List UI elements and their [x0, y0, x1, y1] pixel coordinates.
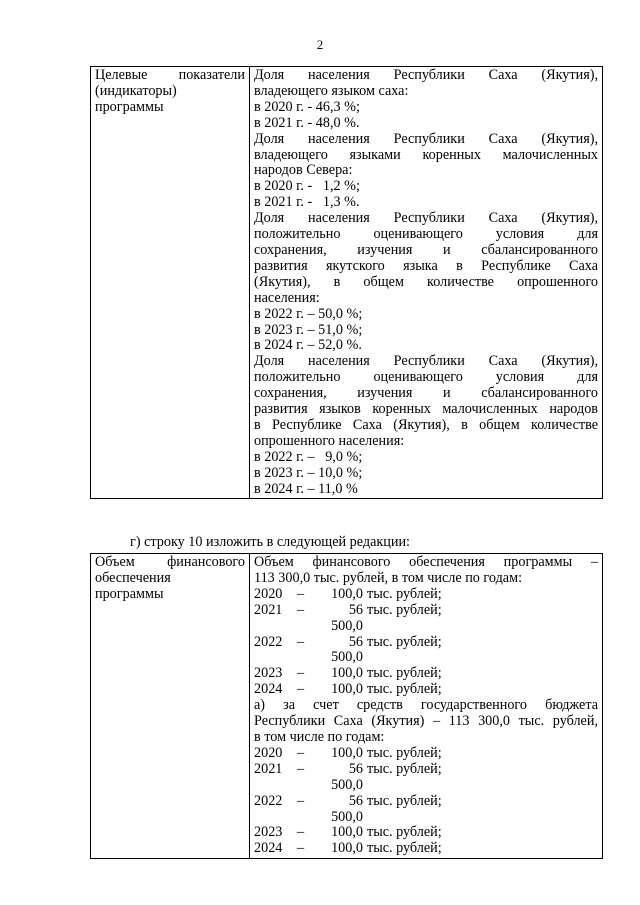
indicators-label-cell	[91, 67, 250, 499]
indicator-text-line: в 2022 г. – 50,0 %;	[254, 305, 363, 322]
financing-table	[90, 553, 603, 859]
funding-unit: тыс. рублей;	[367, 840, 442, 857]
funding-dash: –	[297, 760, 305, 777]
indicator-text-line: владеющего языками коренных малочисленных	[254, 146, 598, 163]
indicators-label-line: Целевые показатели	[95, 67, 245, 83]
funding-amount: 100,0	[331, 665, 363, 682]
indicators-content-cell	[250, 67, 603, 499]
funding-amount: 56 500,0	[331, 601, 363, 634]
funding-amount: 56 500,0	[331, 760, 363, 793]
funding-unit: тыс. рублей;	[367, 760, 442, 777]
indicator-text-line: владеющего языком саха:	[254, 82, 409, 99]
amendment-paragraph: г) строку 10 изложить в следующей редакции:	[130, 534, 410, 550]
indicator-text-line: Доля населения Республики Саха (Якутия),	[254, 130, 598, 147]
funding-unit: тыс. рублей;	[367, 744, 442, 761]
funding-unit: тыс. рублей;	[367, 585, 442, 602]
funding-amount: 100,0	[331, 824, 363, 841]
funding-amount: 100,0	[331, 840, 363, 857]
page-number: 2	[316, 37, 324, 52]
financing-label-line: программы	[95, 585, 164, 602]
funding-dash: –	[297, 681, 305, 698]
indicator-text-line: положительно оценивающего условия для	[254, 226, 598, 243]
funding-year-row	[254, 666, 598, 682]
funding-dash: –	[297, 665, 305, 682]
funding-dash: –	[297, 840, 305, 857]
indicator-text-line: в 2020 г. - 1,2 %;	[254, 178, 360, 195]
indicator-text-line: (Якутия), в общем количестве опрошенного	[254, 273, 598, 290]
funding-unit: тыс. рублей;	[367, 681, 442, 698]
funding-year: 2022	[254, 792, 283, 809]
funding-amount: 56 500,0	[331, 792, 363, 825]
indicator-text-line: Доля населения Республики Саха (Якутия),	[254, 67, 598, 83]
funding-year: 2024	[254, 681, 283, 698]
indicators-label-line: (индикаторы)	[95, 82, 177, 99]
indicator-text-line: населения:	[254, 289, 320, 306]
funding-year-row	[254, 762, 598, 794]
funding-unit: тыс. рублей;	[367, 824, 442, 841]
funding-amount: 100,0	[331, 681, 363, 698]
funding-unit: тыс. рублей;	[367, 633, 442, 650]
indicators-label-line: программы	[95, 98, 164, 115]
indicator-text-line: сохранения, изучения и сбалансированного	[254, 385, 598, 402]
indicator-text-line: в Республике Саха (Якутия), в общем количестве	[254, 416, 598, 433]
funding-year: 2024	[254, 840, 283, 857]
funding-amount: 56 500,0	[331, 633, 363, 666]
funding-dash: –	[297, 585, 305, 602]
target-indicators-table	[90, 66, 603, 499]
funding-year-row	[254, 682, 598, 698]
funding-year: 2023	[254, 824, 283, 841]
indicator-text-line: в 2021 г. - 1,3 %.	[254, 194, 360, 211]
indicator-text-line: развития якутского языка в Республике Саха	[254, 257, 598, 274]
funding-year: 2022	[254, 633, 283, 650]
funding-dash: –	[297, 744, 305, 761]
financing-text-line: 113 300,0 тыс. рублей, в том числе по годам:	[254, 569, 523, 586]
financing-text-line: Объем финансового обеспечения программы –	[254, 554, 598, 570]
financing-text-line: а) за счет средств государственного бюджета	[254, 697, 598, 714]
indicator-text-line: народов Севера:	[254, 162, 353, 179]
funding-year: 2020	[254, 744, 283, 761]
funding-year-row	[254, 635, 598, 667]
indicator-text-line: сохранения, изучения и сбалансированного	[254, 241, 598, 258]
indicator-text-line: в 2024 г. – 11,0 %	[254, 480, 358, 497]
indicator-text-line: в 2023 г. – 10,0 %;	[254, 464, 363, 481]
indicator-text-line: в 2023 г. – 51,0 %;	[254, 321, 363, 338]
funding-year-row	[254, 746, 598, 762]
indicator-text-line: Доля населения Республики Саха (Якутия),	[254, 210, 598, 227]
financing-label-cell	[91, 554, 250, 859]
funding-year-row	[254, 825, 598, 841]
indicator-text-line: в 2020 г. - 46,3 %;	[254, 98, 360, 115]
indicator-text-line: положительно оценивающего условия для	[254, 369, 598, 386]
funding-amount: 100,0	[331, 585, 363, 602]
funding-year-row	[254, 841, 598, 857]
financing-text-line: в том числе по годам:	[254, 728, 385, 745]
indicator-text-line: Доля населения Республики Саха (Якутия),	[254, 353, 598, 370]
funding-year: 2020	[254, 585, 283, 602]
funding-amount: 100,0	[331, 744, 363, 761]
funding-dash: –	[297, 601, 305, 618]
funding-unit: тыс. рублей;	[367, 665, 442, 682]
indicator-text-line: в 2024 г. – 52,0 %.	[254, 337, 362, 354]
indicator-text-line: развития языков коренных малочисленных народов	[254, 401, 598, 418]
funding-year: 2023	[254, 665, 283, 682]
funding-year-row	[254, 794, 598, 826]
indicator-text-line: в 2022 г. – 9,0 %;	[254, 448, 363, 465]
funding-unit: тыс. рублей;	[367, 601, 442, 618]
funding-year-row	[254, 587, 598, 603]
funding-dash: –	[297, 792, 305, 809]
funding-year: 2021	[254, 601, 283, 618]
financing-label-line: Объем финансового	[95, 554, 245, 570]
funding-dash: –	[297, 633, 305, 650]
financing-text-line: Республики Саха (Якутия) – 113 300,0 тыс. рублей,	[254, 713, 598, 730]
funding-year-row	[254, 603, 598, 635]
financing-label-line: обеспечения	[95, 569, 171, 586]
funding-unit: тыс. рублей;	[367, 792, 442, 809]
funding-year: 2021	[254, 760, 283, 777]
indicator-text-line: в 2021 г. - 48,0 %.	[254, 114, 360, 131]
indicator-text-line: опрошенного населения:	[254, 432, 405, 449]
financing-content-cell	[250, 554, 603, 859]
funding-dash: –	[297, 824, 305, 841]
